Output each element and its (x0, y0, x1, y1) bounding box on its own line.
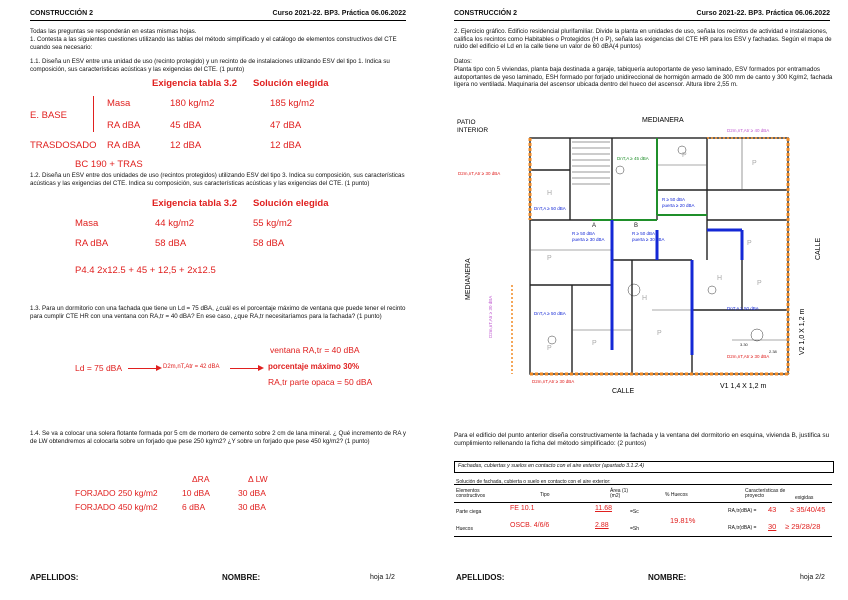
plan-p-5: P (592, 340, 597, 347)
ficha-h3: Área (1) (m2) (610, 488, 629, 499)
plan-r50-1: R ≥ 50 dBA (662, 197, 685, 202)
footer-hoja-2: hoja 2/2 (800, 574, 825, 581)
plan-h-3: H (547, 190, 553, 197)
t1-bc: BC 190 + TRAS (75, 159, 143, 170)
footer-apellidos: APELLIDOS: (30, 573, 79, 582)
footer-nombre: NOMBRE: (222, 573, 261, 582)
ficha-r1-area: 11.68 (595, 505, 612, 512)
plan-dnt50-3: DnT,A ≥ 50 dBA (727, 306, 759, 311)
t4-row1-ra: 10 dBA (182, 488, 210, 498)
t2-header-exigencia: Exigencia tabla 3.2 (152, 198, 238, 209)
ficha-sub: Solución de fachada, cubierta o suelo en contacto con el aire exterior: (456, 479, 611, 485)
plan-d30-4: D2m,nT,Atr ≥ 30 dBA (488, 295, 493, 338)
t4-row1: FORJADO 250 kg/m2 (75, 488, 158, 498)
plan-calle-bottom: CALLE (612, 388, 635, 395)
course-info: Curso 2021-22. BP3. Práctica 06.06.2022 (272, 10, 406, 17)
ficha-r1-tipo: FE 10.1 (510, 505, 535, 512)
ficha-h5: Características de proyecto (745, 488, 786, 499)
plan-d30-3: D2m,nT,Atr ≥ 30 dBA (727, 354, 770, 359)
t4-row2-ra: 6 dBA (182, 502, 206, 512)
page2-header (454, 10, 830, 17)
ficha-title: Fachadas, cubiertas y suelos en contacto con el aire exterior (apartado 3.1.2.4) (458, 463, 645, 469)
header-rule (30, 20, 406, 21)
t1-masa-sol: 185 kg/m2 (270, 98, 315, 109)
t1-trasd-ra: RA dBA (107, 140, 141, 151)
t4-row2: FORJADO 450 kg/m2 (75, 502, 158, 512)
ficha-r2-el: Huecos (456, 526, 473, 532)
ficha-rule-3 (454, 536, 832, 537)
plan-dnt50-1: DnT,A ≥ 50 dBA (534, 206, 566, 211)
t1-header-exigencia: Exigencia tabla 3.2 (152, 78, 238, 89)
t2-masa-exig: 44 kg/m2 (155, 218, 195, 229)
plan-v1: V1 1,4 X 1,2 m (720, 383, 767, 390)
ficha-r1-el: Parte ciega (456, 509, 482, 515)
ficha-r2-area: 2.88 (595, 522, 609, 529)
plan-330: 3.30 (740, 342, 748, 347)
plan-p-3: P (752, 160, 757, 167)
t2-header-solucion: Solución elegida (253, 198, 329, 209)
question-1: 1. Contesta a las siguientes cuestiones utilizando las tablas del método simplificado y el catálogo de elementos constructivos del CTE cuando sea necesario: (30, 36, 397, 51)
page1-header (30, 10, 406, 17)
t1-masa-exig: 180 kg/m2 (170, 98, 215, 109)
a13-porcentaje: porcentaje máximo 30% (268, 362, 360, 371)
plan-r50-2: R ≥ 50 dBA (572, 231, 595, 236)
a13-d2m: D2m,nT,Atr = 42 dBA (163, 364, 220, 370)
t1-ra: RA dBA (107, 120, 141, 131)
course-info-2: Curso 2021-22. BP3. Práctica 06.06.2022 (696, 10, 830, 17)
plan-medianera-left: MEDIANERA (465, 258, 472, 300)
ficha-huecos: 19.81% (670, 516, 696, 525)
ficha-rule-2 (454, 502, 832, 503)
t1-ra-sol: 47 dBA (270, 120, 302, 131)
plan-puerta30-1: puerta ≥ 30 dBA (572, 237, 605, 242)
plan-p-6: P (547, 345, 552, 352)
plan-puerta30-2: puerta ≥ 30 dBA (632, 237, 665, 242)
plan-p-7: P (657, 330, 662, 337)
ficha-h2: Tipo (540, 492, 550, 498)
plan-puerta20: puerta ≥ 20 dBA (662, 203, 695, 208)
t1-header-solucion: Solución elegida (253, 78, 329, 89)
t4-row2-lw: 30 dBA (238, 502, 266, 512)
plan-p-4: P (747, 240, 752, 247)
a13-ld: Ld = 75 dBA (75, 363, 123, 373)
course-title: CONSTRUCCIÓN 2 (30, 10, 94, 17)
t1-ra-exig: 45 dBA (170, 120, 202, 131)
footer-hoja: hoja 1/2 (370, 574, 395, 581)
ficha-r1-exig: ≥ 35/40/45 (790, 505, 826, 514)
plan-r50-3: R ≥ 50 dBA (632, 231, 655, 236)
plan-label-b: B (634, 223, 639, 229)
arrow-2 (230, 368, 262, 369)
plan-patio: PATIO (457, 119, 476, 126)
ficha-h1: Elementos constructivos (456, 488, 486, 499)
t1-ebase: E. BASE (30, 110, 67, 121)
question-1-1: 1.1. Diseña un ESV entre una unidad de uso (recinto protegido) y un recinto de de instalaciones utilizando ESV del tipo 1. Indica su composición, sus características acústicas y las exigencias del CTE. (1 punto) (30, 58, 390, 73)
t4-header-ra: ΔRA (192, 474, 210, 484)
t1-trasdosado: TRASDOSADO (30, 140, 97, 151)
datos-title: Datos: (454, 58, 472, 65)
t4-row1-lw: 30 dBA (238, 488, 266, 498)
intro-text: Todas las preguntas se responderán en estas mismas hojas. (30, 28, 197, 35)
ficha-r2-proy: 30 (768, 522, 777, 531)
plan-dnt45: DnT,A ≥ 45 dBA (617, 156, 649, 161)
t2-masa-sol: 55 kg/m2 (253, 218, 293, 229)
ficha-r2-sign: =Sh (630, 526, 640, 532)
plan-p-1: P (547, 255, 552, 262)
question-3: Para el edificio del punto anterior diseña constructivamente la fachada y la ventana del dormitorio en esquina, vivienda B, justifica su cumplimiento rellenando la ficha del método simplificado: (2 puntos) (454, 432, 830, 447)
t1-bracket (93, 96, 94, 132)
plan-h-1: H (642, 295, 648, 302)
ficha-r2-tipo: OSCB. 4/6/6 (510, 522, 550, 529)
plan-238: 2.38 (769, 349, 777, 354)
plan-p-2: P (682, 152, 687, 159)
ficha-h6: exigidas (795, 495, 814, 501)
plan-v2: V2 1,0 X 1,2 m (799, 308, 806, 355)
ficha-r2-car: RA,tr(dBA) = (728, 525, 757, 531)
t2-ra-sol: 58 dBA (253, 238, 285, 249)
t4-header-lw: Δ LW (248, 474, 268, 484)
plan-p-8: P (757, 280, 762, 287)
ficha-rule-1 (454, 484, 832, 485)
t1-trasd-exig: 12 dBA (170, 140, 202, 151)
t2-p44: P4.4 2x12.5 + 45 + 12,5 + 2x12.5 (75, 265, 216, 276)
question-1-3: 1.3. Para un dormitorio con una fachada que tiene un Ld = 75 dBA, ¿cuál es el porcentaje máximo de ventana que puede tener el recinto para cumplir CTE HR con una ventana con RA,tr = 40 dBA? En ese caso, ¿que RA,tr necesitaríamos para la fachada? (1 punto) (30, 305, 406, 320)
plan-d40: D2m,nT,Atr ≥ 40 dBA (727, 128, 770, 133)
floor-plan (452, 110, 832, 402)
t2-ra: RA dBA (75, 238, 109, 249)
a13-opaca: RA,tr parte opaca = 50 dBA (268, 377, 373, 387)
datos-text: Planta tipo con 5 viviendas, planta baja destinada a garaje, tabiquería autoportante de yeso laminado, ESV formados por entramados autoportantes de yeso laminado, ESH formado por forjado unidireccional de hormigón armado de 300 mm de canto y 300 Kg/m2, fachada ligera no ventilada. Maquinaria del ascensor ubicada dentro del hueco del ascensor. Altura libre 2,55 m. (454, 66, 833, 89)
footer-apellidos-2: APELLIDOS: (456, 573, 505, 582)
t2-ra-exig: 58 dBA (155, 238, 187, 249)
ficha-title-box (454, 461, 834, 473)
question-2: 2. Ejercicio gráfico. Edificio residencial plurifamiliar. Divide la planta en unidades de uso, señala los recintos de actividad e instalaciones, califica los recintos como Habitables o Protegidos (H o P), señala las exigencias del CTE HR para los ESV y fachadas. Según el mapa de ruido del edificio el Ld en la calle tiene un valor de 60 dBA(4 puntos) (454, 28, 832, 51)
plan-h-2: H (717, 275, 723, 282)
question-1-4: 1.4. Se va a colocar una solera flotante formada por 5 cm de mortero de cemento sobre 2 cm de lana mineral. ¿ Qué incremento de RA y de LW obtendremos al colocarla sobre un forjado que pese 250 kg/m2? ¿Y sobre un forjado que pese 450 kg/m2? (1 punto) (30, 430, 406, 445)
plan-label-a: A (592, 223, 597, 229)
a13-ventana: ventana RA,tr = 40 dBA (270, 345, 360, 355)
ficha-h4: % Huecos (665, 492, 688, 498)
t1-masa: Masa (107, 98, 131, 109)
ficha-r1-car: RA,tr(dBA) = (728, 508, 757, 514)
plan-dnt50-2: DnT,A ≥ 50 dBA (534, 311, 566, 316)
header-rule-2 (454, 20, 830, 21)
plan-medianera-top: MEDIANERA (642, 117, 684, 124)
plan-d30-2: D2m,nT,Atr ≥ 30 dBA (532, 379, 575, 384)
t1-trasd-sol: 12 dBA (270, 140, 302, 151)
ficha-r1-proy: 43 (768, 505, 777, 514)
course-title-2: CONSTRUCCIÓN 2 (454, 10, 518, 17)
ficha-r1-sign: =Sc (630, 509, 639, 515)
arrow-1 (128, 368, 160, 369)
plan-patio-2: INTERIOR (457, 127, 489, 134)
question-1-2: 1.2. Diseña un ESV entre dos unidades de uso (recintos protegidos) utilizando ESV del tipo 3. Indica su composición, sus características acústicas y las exigencias del CTE. Indica su composición, sus características acústicas y las exigencias del CTE. (1 punto) (30, 172, 405, 187)
footer-nombre-2: NOMBRE: (648, 573, 687, 582)
t2-masa: Masa (75, 218, 99, 229)
plan-d30-1: D2m,nT,Atr ≥ 30 dBA (458, 171, 501, 176)
plan-calle-right: CALLE (815, 237, 822, 260)
ficha-r2-exig: ≥ 29/28/28 (785, 522, 821, 531)
